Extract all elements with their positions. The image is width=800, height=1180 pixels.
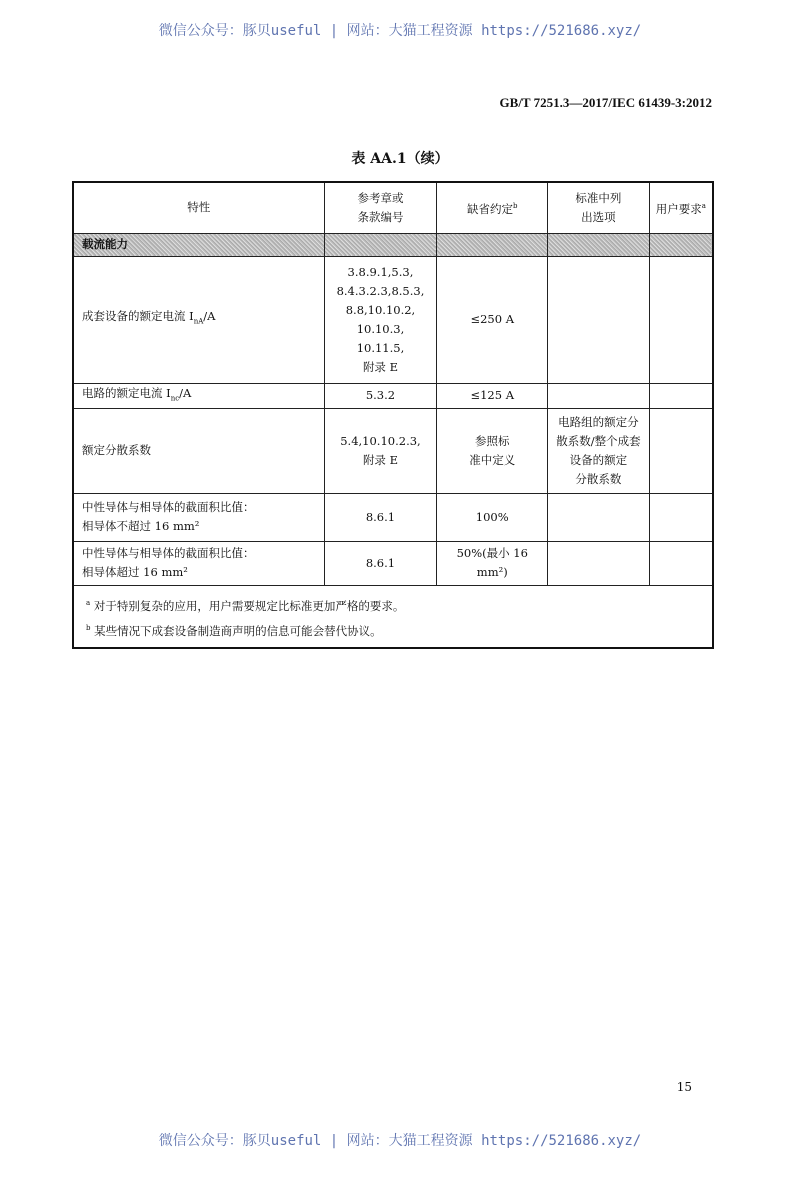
page-number: 15 [676, 1080, 692, 1094]
requirements-table [72, 181, 714, 649]
section-row [73, 233, 713, 256]
header-options: 标准中列 出选项 [548, 182, 650, 233]
table-row: 中性导体与相导体的截面积比值： 相导体超过 16 mm² 8.6.1 50%(最小 16 mm²) [73, 541, 713, 585]
standard-id: GB/T 7251.3—2017/IEC 61439-3:2012 [499, 95, 712, 110]
table-row: 中性导体与相导体的截面积比值： 相导体不超过 16 mm² 8.6.1 100% [73, 493, 713, 541]
table-row: 额定分散系数 5.4,10.10.2.3, 附录 E 参照标 准中定义 电路组的额定分 散系数/整个成套 设备的额定 分散系数 [73, 408, 713, 493]
table-caption: 表 AA.1（续） [351, 151, 449, 167]
table-row: 成套设备的额定电流 $I_{nA}/A$ 3.8.9.1,5.3, 8.4.3.2.3,8.5.3, 8.8,10.10.2, 10.10.3, 10.11.5, 附录 E ≤250 A [73, 256, 713, 383]
table-row: 电路的额定电流 $I_{nc}/A$ 5.3.2 ≤125 A [73, 383, 713, 408]
header-reference: 参考章或 条款编号 [324, 182, 437, 233]
header-user-req: 用户要求$^a$ [649, 182, 713, 233]
section-label: 载流能力 [73, 233, 324, 256]
watermark-top: 微信公众号：豚贝useful | 网站：大猫工程资源 https://521686.xyz/ [158, 23, 642, 39]
watermark-bottom: 微信公众号：豚贝useful | 网站：大猫工程资源 https://521686.xyz/ [158, 1133, 642, 1149]
footnote-a: $^a$ 对于特别复杂的应用，用户需要规定比标准更加严格的要求。 [86, 598, 405, 613]
header-characteristic: 特性 [73, 182, 324, 233]
footnotes-row [73, 585, 713, 648]
header-row [73, 182, 713, 233]
header-default: 缺省约定$^b$ [437, 182, 548, 233]
footnote-b: $^b$ 某些情况下成套设备制造商声明的信息可能会替代协议。 [86, 623, 382, 638]
